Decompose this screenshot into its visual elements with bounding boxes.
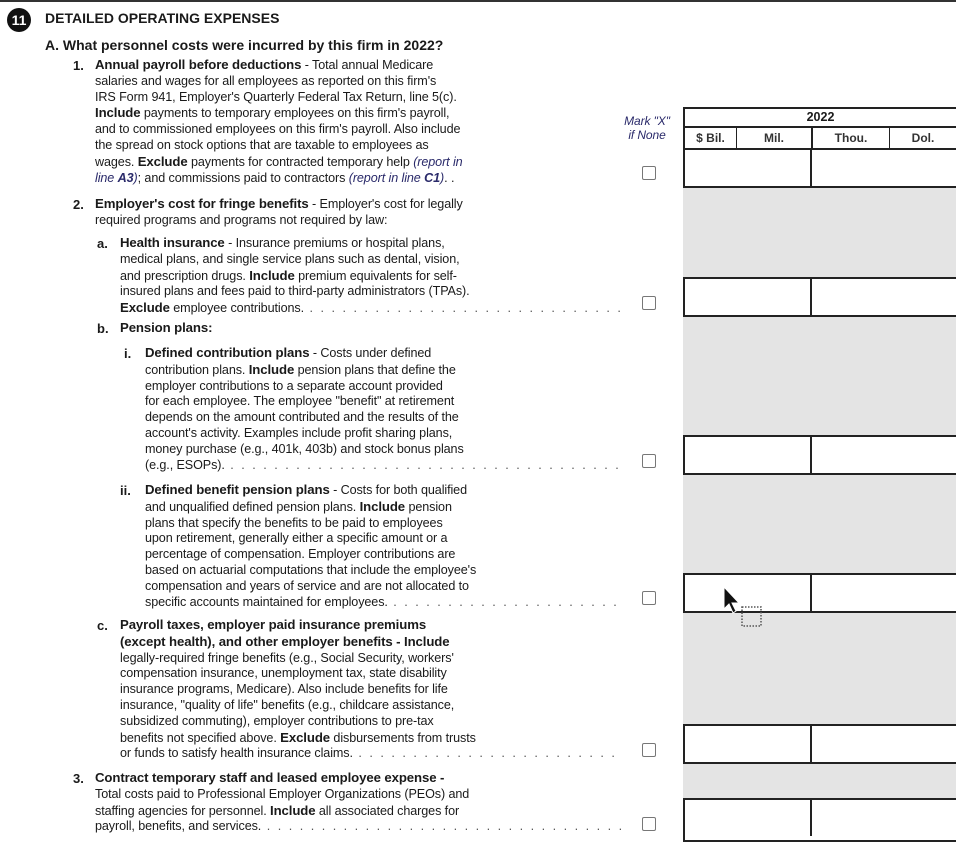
text-segment: Include bbox=[249, 267, 295, 283]
item-3-contract-staff bbox=[95, 770, 624, 835]
text-segment: pension plans that specify the benefits to be paid to employees upon retirement, generally either a specific amount or a percentage of compensation. Employer contributions are based on actuarial computations that include the employee's compensation and years of service and are not allocated to specific accounts maintained for employees. bbox=[145, 499, 477, 609]
item-number: 1. bbox=[73, 58, 84, 73]
text-segment: payments for contracted temporary help bbox=[187, 154, 414, 169]
text-segment: Exclude bbox=[280, 729, 331, 745]
col-mil: Mil. bbox=[737, 128, 813, 149]
column-divider bbox=[810, 150, 812, 186]
text-segment: - Employer's cost for legally required programs and programs not required by law: bbox=[95, 197, 463, 227]
column-divider bbox=[810, 726, 812, 762]
item-2bi-defined-contribution bbox=[145, 345, 621, 473]
amount-input-payroll[interactable] bbox=[683, 148, 956, 188]
column-divider bbox=[810, 437, 812, 473]
text-segment: Include bbox=[248, 361, 295, 377]
text-segment: all associated charges for payroll, benefits, and services. bbox=[95, 803, 460, 834]
item-number: 3. bbox=[73, 771, 84, 786]
column-divider bbox=[810, 800, 812, 836]
question-a: A. What personnel costs were incurred by this firm in 2022? bbox=[45, 37, 444, 53]
mouse-cursor-icon bbox=[722, 585, 764, 634]
dot-leader: . . . . . . . . . . . . . . . . . . . . . . . . . . . . . . . . . bbox=[261, 819, 625, 834]
text-segment: Pension plans: bbox=[120, 320, 213, 335]
dot-leader: . . . . . . . . . . . . . . . . . . . . . bbox=[387, 594, 619, 609]
none-checkbox-health-insurance[interactable] bbox=[642, 296, 656, 310]
top-rule bbox=[0, 0, 956, 2]
text-segment: premium equivalents for self- insured plans and fees paid to third-party administrators (TPAs). bbox=[120, 268, 470, 299]
text-segment: Contract temporary staff and leased employee expense - bbox=[95, 770, 445, 785]
amount-input-contract-staff[interactable] bbox=[683, 798, 956, 842]
text-segment: pension plans that define the employer contributions to a separate account provided for each employee. The employee "benefit" at retirement depends on the amount contributed and the results of the account's activity. Examples include profit sharing plans, money purchase (e.g., 401k, 403b) and stock bonus plans (e.g., ESOPs). bbox=[145, 362, 464, 472]
text-segment: (report in line bbox=[95, 154, 463, 185]
text-segment: ) bbox=[133, 170, 138, 185]
section-number-badge: 11 bbox=[7, 8, 31, 32]
text-segment: - Costs for both qualified and unqualified defined pension plans. bbox=[145, 483, 467, 514]
text-segment: (report in line bbox=[348, 170, 425, 185]
item-number: b. bbox=[97, 321, 109, 336]
table-header bbox=[683, 107, 956, 150]
col-bil: $ Bil. bbox=[685, 128, 737, 149]
amount-input-health-insurance[interactable] bbox=[683, 277, 956, 317]
dot-leader: . . . . . . . . . . . . . . . . . . . . . . . . . . . . . . . . . . . . bbox=[224, 457, 621, 472]
column-divider bbox=[810, 575, 812, 611]
text-segment: . . bbox=[444, 170, 455, 185]
none-checkbox-contract-staff[interactable] bbox=[642, 817, 656, 831]
text-segment: Include bbox=[95, 105, 141, 121]
text-segment: Defined contribution plans bbox=[145, 345, 310, 360]
item-2b-pension-plans bbox=[120, 320, 212, 337]
text-segment: ) bbox=[440, 170, 445, 185]
text-segment: Defined benefit pension plans bbox=[145, 482, 330, 497]
text-segment: A3 bbox=[117, 170, 134, 185]
item-number: a. bbox=[97, 236, 108, 251]
amount-input-defined-contribution[interactable] bbox=[683, 435, 956, 475]
col-thou: Thou. bbox=[813, 128, 890, 149]
text-segment: Total costs paid to Professional Employer Organizations (PEOs) and staffing agencies for personnel. bbox=[95, 786, 470, 818]
dot-leader: . . . . . . . . . . . . . . . . . . . . . . . . bbox=[352, 746, 617, 761]
text-segment: Employer's cost for fringe benefits bbox=[95, 196, 309, 211]
item-number: 2. bbox=[73, 197, 84, 212]
none-checkbox-defined-benefit[interactable] bbox=[642, 591, 656, 605]
none-checkbox-payroll-taxes[interactable] bbox=[642, 743, 656, 757]
text-segment: Payroll taxes, employer paid insurance premiums (except health), and other employer benefits - Include bbox=[120, 617, 450, 649]
text-segment: Include bbox=[270, 802, 316, 818]
text-segment: - Total annual Medicare salaries and wages for all employees as reported on this firm's IRS Form 941, Employer's Quarterly Federal Tax Return, line 5(c). bbox=[95, 58, 457, 104]
none-checkbox-defined-contribution[interactable] bbox=[642, 454, 656, 468]
text-segment: - Insurance premiums or hospital plans, medical plans, and single service plans such as dental, vision, and prescription drugs. bbox=[120, 236, 460, 283]
mark-if-none-label: Mark "X" if None bbox=[624, 114, 670, 142]
amount-input-payroll-taxes[interactable] bbox=[683, 724, 956, 764]
text-segment: payments to temporary employees on this firm's payroll, and to commissioned employees on this firm's payroll. Also include the spread on stock options that are taxable to employees as wages. bbox=[95, 106, 461, 169]
item-2a-health-insurance bbox=[120, 235, 623, 317]
section-title: DETAILED OPERATING EXPENSES bbox=[45, 10, 280, 26]
text-segment: ; and commissions paid to contractors bbox=[137, 170, 349, 185]
col-dol: Dol. bbox=[911, 131, 935, 145]
none-checkbox-payroll[interactable] bbox=[642, 166, 656, 180]
text-segment: Exclude bbox=[137, 153, 188, 169]
text-segment: legally-required fringe benefits (e.g., Social Security, workers' compensation insurance, unemployment tax, state disability insurance programs, Medicare). Also include benefits for life insurance, "quality of life" benefits (e.g., childcare assistance, subsidized commuting), employer contributions to pre-tax benefits not specified above. bbox=[120, 650, 455, 745]
text-segment: C1 bbox=[424, 170, 441, 185]
text-segment: Include bbox=[359, 498, 406, 514]
item-2bii-defined-benefit bbox=[145, 482, 619, 610]
item-1-annual-payroll bbox=[95, 57, 463, 186]
text-segment: employee contributions. bbox=[169, 301, 304, 316]
dot-leader: . . . . . . . . . . . . . . . . . . . . . . . . . . . . . bbox=[303, 301, 623, 316]
text-segment: Exclude bbox=[120, 300, 170, 316]
text-segment: Health insurance bbox=[120, 235, 225, 250]
item-2c-payroll-taxes bbox=[120, 617, 617, 762]
item-number: ii. bbox=[120, 483, 131, 498]
column-divider bbox=[810, 279, 812, 315]
item-number: c. bbox=[97, 618, 108, 633]
item-number: i. bbox=[124, 346, 132, 361]
year-header: 2022 bbox=[685, 109, 956, 128]
text-segment: disbursements from trusts or funds to satisfy health insurance claims. bbox=[120, 730, 476, 761]
text-segment: - Costs under defined contribution plans. bbox=[145, 346, 432, 377]
item-2-fringe-benefits bbox=[95, 196, 463, 229]
text-segment: Annual payroll before deductions bbox=[95, 57, 302, 72]
